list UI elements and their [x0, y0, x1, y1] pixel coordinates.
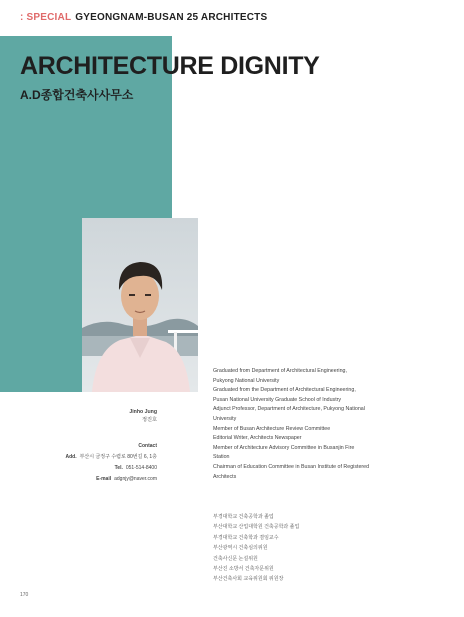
career-list-kr	[213, 512, 363, 585]
career-line-kr: 부경대학교 건축학과 겸임교수	[213, 534, 279, 541]
contact-address	[65, 452, 157, 463]
career-line: Adjunct Professor, Department of Architecture, Pukyong National	[213, 406, 365, 413]
career-line: University	[213, 415, 237, 422]
career-line-kr: 부산대학교 산업대학원 건축공학과 졸업	[213, 524, 300, 531]
phone-value: 051-514-8400	[125, 465, 157, 471]
phone-label: Tel.	[114, 465, 123, 471]
series-label: GYEONGNAM-BUSAN 25 ARCHITECTS	[75, 12, 268, 23]
career-line: Graduated from Department of Architectural Engineering,	[213, 368, 347, 374]
career-line-kr: 부산건축사회 교육위원회 위원장	[213, 576, 284, 583]
person-block	[129, 408, 157, 424]
page-title: ARCHITECTURE DIGNITY	[20, 52, 320, 80]
career-line: Graduated from the Department of Architectural Engineering,	[213, 387, 356, 394]
contact-phone	[65, 463, 157, 474]
contact-email	[65, 474, 157, 485]
career-line: Chairman of Education Committee in Busan Institute of Registered	[213, 463, 370, 470]
special-label: : SPECIAL	[20, 12, 72, 23]
career-line-kr: 부산광역시 건축심의위원	[213, 545, 268, 552]
career-line: Member of Architecture Advisory Committee in Busanjin Fire	[213, 444, 355, 451]
address-label: Add.	[65, 454, 77, 460]
email-value[interactable]: adgnjy@naver.com	[114, 476, 157, 482]
contact-heading: Contact	[138, 443, 157, 449]
section-header	[20, 12, 267, 23]
contact-block	[65, 441, 157, 485]
career-line: Editorial Writer, Architects Newspaper	[213, 435, 302, 442]
career-list-en	[213, 367, 395, 482]
portrait-photo	[82, 218, 198, 392]
career-line: Pusan National University Graduate School of Industry	[213, 396, 342, 403]
page-number: 170	[20, 592, 29, 598]
career-line: Member of Busan Architecture Review Committee	[213, 425, 331, 432]
career-line: Pukyong National University	[213, 377, 280, 384]
career-line: Station	[213, 454, 230, 461]
person-name-en: Jinho Jung	[129, 409, 157, 415]
address-value: 부산시 금정구 수렴로 80번길 6, 1층	[79, 454, 157, 460]
career-line-kr: 건축사신문 논설위원	[213, 555, 258, 562]
career-line-kr: 부경대학교 건축공학과 졸업	[213, 514, 274, 520]
career-line-kr: 부산진 소방서 건축자문위원	[213, 566, 274, 573]
person-name-kr: 정진호	[141, 417, 157, 423]
firm-name: A.D종합건축사사무소	[20, 88, 134, 102]
career-line: Architects	[213, 473, 237, 480]
email-label: E-mail	[96, 476, 112, 482]
